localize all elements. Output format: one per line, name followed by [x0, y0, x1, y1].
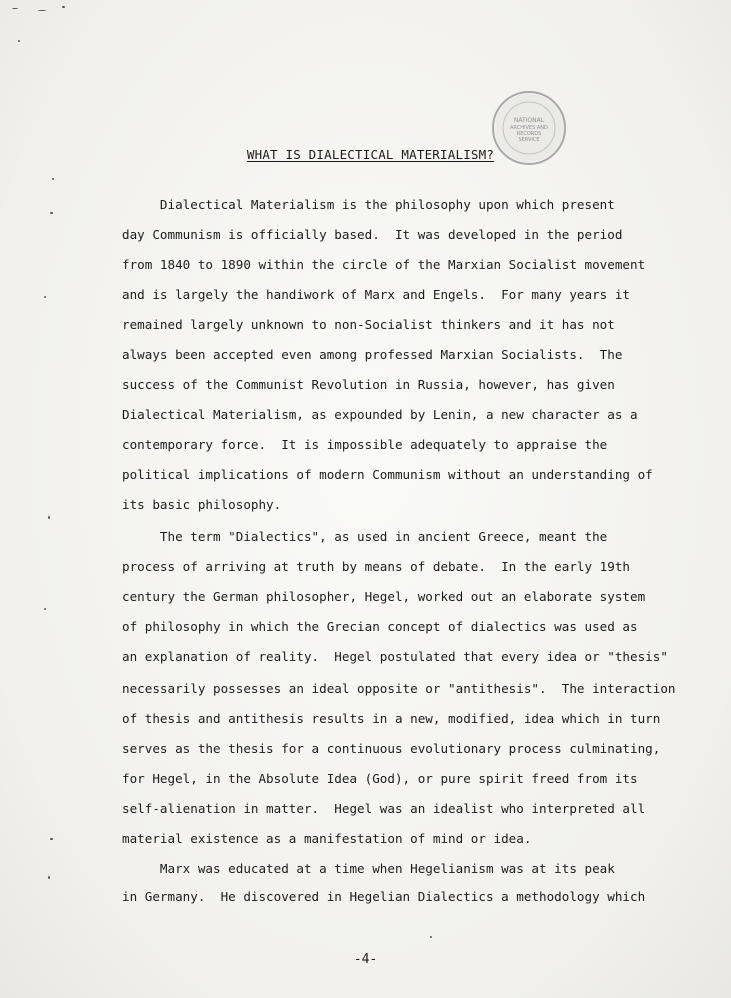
- body-line: of philosophy in which the Grecian concept of dialectics was used as: [122, 619, 638, 634]
- scan-speck: [38, 10, 46, 11]
- scan-speck: [18, 40, 20, 42]
- document-title: WHAT IS DIALECTICAL MATERIALISM?: [246, 147, 495, 162]
- body-line: always been accepted even among professed Marxian Socialists. The: [122, 347, 623, 362]
- scan-speck: [62, 6, 65, 8]
- body-line: of thesis and antithesis results in a new, modified, idea which in turn: [122, 711, 661, 726]
- scan-speck: [50, 212, 53, 214]
- body-line: serves as the thesis for a continuous evolutionary process culminating,: [122, 741, 661, 756]
- body-line: political implications of modern Communism without an understanding of: [122, 467, 653, 482]
- body-line: an explanation of reality. Hegel postulated that every idea or "thesis": [122, 649, 668, 664]
- body-line: Marx was educated at a time when Hegelianism was at its peak: [122, 861, 615, 876]
- scan-speck: [12, 8, 18, 9]
- body-line: necessarily possesses an ideal opposite or "antithesis". The interaction: [122, 681, 676, 696]
- body-line: contemporary force. It is impossible adequately to appraise the: [122, 437, 608, 452]
- body-line: self-alienation in matter. Hegel was an idealist who interpreted all: [122, 801, 646, 816]
- body-line: success of the Communist Revolution in Russia, however, has given: [122, 377, 615, 392]
- scan-speck: [52, 178, 54, 180]
- body-line: Dialectical Materialism, as expounded by Lenin, a new character as a: [122, 407, 638, 422]
- body-line: century the German philosopher, Hegel, worked out an elaborate system: [122, 589, 646, 604]
- scan-speck: [50, 838, 53, 840]
- body-line: in Germany. He discovered in Hegelian Dialectics a methodology which: [122, 889, 646, 904]
- svg-text:NATIONAL: NATIONAL: [513, 117, 545, 124]
- svg-text:RECORDS: RECORDS: [516, 131, 542, 137]
- body-line: day Communism is officially based. It was developed in the period: [122, 227, 623, 242]
- body-line: its basic philosophy.: [122, 497, 282, 512]
- scan-speck: [48, 516, 50, 519]
- body-line: The term "Dialectics", as used in ancient Greece, meant the: [122, 529, 608, 544]
- scan-speck: [430, 936, 432, 938]
- body-line: Dialectical Materialism is the philosophy upon which present: [122, 197, 615, 212]
- body-line: for Hegel, in the Absolute Idea (God), or pure spirit freed from its: [122, 771, 638, 786]
- scan-speck: [48, 876, 50, 879]
- scan-speck: [44, 296, 46, 298]
- body-line: from 1840 to 1890 within the circle of the Marxian Socialist movement: [122, 257, 646, 272]
- body-line: and is largely the handiwork of Marx and Engels. For many years it: [122, 287, 630, 302]
- scan-speck: [44, 608, 46, 610]
- svg-text:ARCHIVES AND: ARCHIVES AND: [510, 125, 548, 131]
- body-line: remained largely unknown to non-Socialist thinkers and it has not: [122, 317, 615, 332]
- body-line: process of arriving at truth by means of debate. In the early 19th: [122, 559, 630, 574]
- body-line: material existence as a manifestation of mind or idea.: [122, 831, 532, 846]
- svg-text:SERVICE: SERVICE: [518, 137, 540, 143]
- page-number: -4-: [353, 952, 378, 967]
